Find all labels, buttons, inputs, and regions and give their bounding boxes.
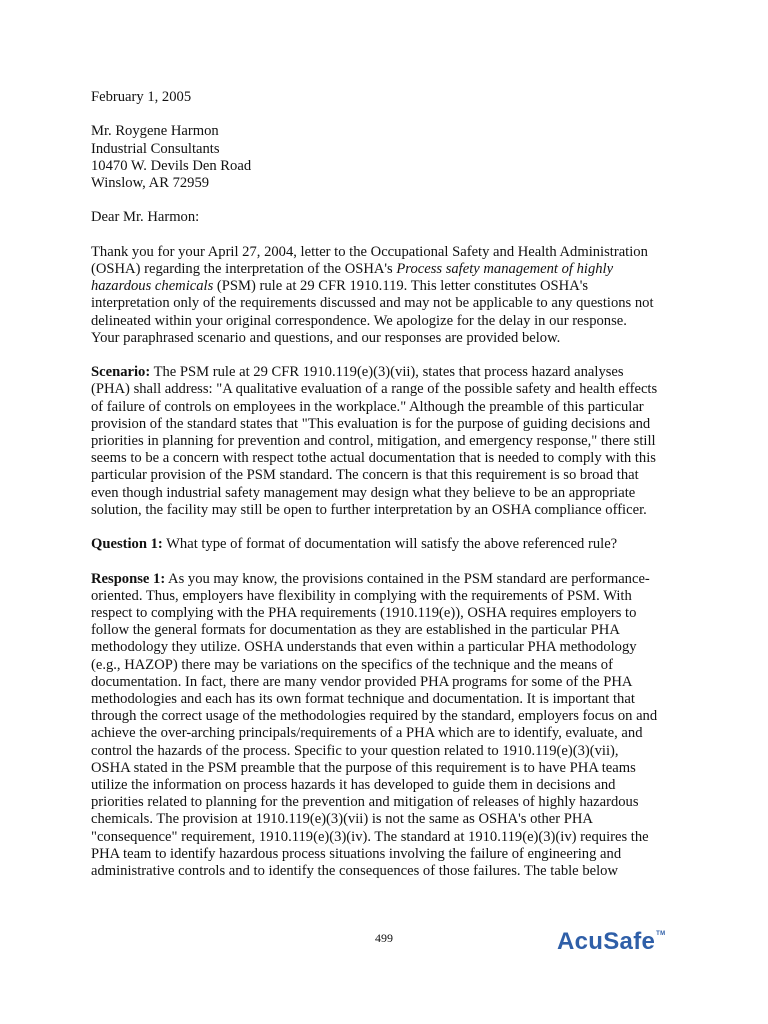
salutation: Dear Mr. Harmon:	[91, 209, 200, 226]
recipient-street: 10470 W. Devils Den Road	[91, 157, 252, 174]
response-line: follow the general formats for documentation as they are established in the particular PHA	[91, 622, 620, 639]
response-line: respect to complying with the PHA requirements (1910.119(e)), OSHA requires employers to	[91, 605, 637, 621]
response-line: utilize the information on process hazards it has developed to guide them in decisions and	[91, 777, 616, 794]
recipient-name: Mr. Roygene Harmon	[91, 123, 219, 140]
response-line: "consequence" requirement, 1910.119(e)(3)(iv). The standard at 1910.119(e)(3)(iv) requires the	[91, 828, 649, 845]
scenario-line: priorities in planning for prevention and control, mitigation, and emergency response," there still	[91, 433, 656, 449]
recipient-city: Winslow, AR 72959	[91, 175, 210, 191]
scenario-paragraph	[91, 364, 681, 519]
scenario-line: (PHA) shall address: "A qualitative evaluation of a range of the possible safety and health effects	[91, 381, 658, 398]
response-line: through the correct usage of the methodologies required by the standard, employers focus on and	[91, 708, 658, 725]
response-line: (e.g., HAZOP) there may be variations on the specifics of the technique and the means of	[91, 656, 613, 673]
intro-line: Your paraphrased scenario and questions, and our responses are provided below.	[91, 329, 561, 346]
intro-line: Thank you for your April 27, 2004, letter to the Occupational Safety and Health Administration	[91, 243, 648, 260]
intro-line	[91, 261, 681, 278]
intro-paragraph	[91, 244, 681, 347]
response-line: administrative controls and to identify the consequences of those failures. The table below	[91, 863, 618, 880]
trademark-mark: TM	[656, 931, 666, 937]
rule-title-italic: Process safety management of highly	[396, 260, 614, 277]
response-line: priorities related to planning for the prevention and mitigation of releases of highly hazardous	[91, 794, 639, 811]
scenario-label: Scenario:	[91, 364, 151, 381]
scenario-line: of failure of controls on employees in the workplace." Although the preamble of this particular	[91, 398, 644, 415]
rule-title-italic: hazardous chemicals	[91, 278, 214, 295]
recipient-address	[91, 123, 681, 192]
response-line: achieve the over-arching principals/requirements of a PHA which are to identify, evaluate, and	[91, 725, 643, 742]
response-line: control the hazards of the process. Specific to your question related to 1910.119(e)(3)(vii),	[91, 742, 619, 759]
acusafe-logo	[557, 928, 665, 956]
response-line: OSHA stated in the PSM preamble that the purpose of this requirement is to have PHA teams	[91, 759, 636, 776]
intro-line: interpretation only of the requirements discussed and may not be applicable to any questions not	[91, 295, 654, 312]
response-line	[91, 571, 681, 588]
response-line: methodology they utilize. OSHA understands that even within a particular PHA methodology	[91, 639, 637, 656]
scenario-line	[91, 364, 681, 381]
scenario-text: The PSM rule at 29 CFR 1910.119(e)(3)(vii), states that process hazard analyses	[150, 364, 624, 381]
intro-line: delineated within your original correspondence. We apologize for the delay in our response.	[91, 312, 627, 329]
question-line	[91, 536, 681, 553]
response-label: Response 1:	[91, 570, 166, 587]
logo-text: AcuSafe	[557, 928, 656, 955]
response-line: PHA team to identify hazardous process situations involving the failure of engineering and	[91, 845, 622, 862]
response-line: methodologies and each has its own format technique and documentation. It is important that	[91, 691, 635, 708]
letter-body	[91, 89, 681, 880]
scenario-line: even though industrial safety management may design what they believe to be an appropriate	[91, 484, 636, 501]
response-line: chemicals. The provision at 1910.119(e)(3)(vii) is not the same as OSHA's other PHA	[91, 811, 593, 828]
page-number: 499	[375, 931, 393, 945]
intro-line	[91, 278, 681, 295]
response-line: oriented. Thus, employers have flexibility in complying with the requirements of PSM. With	[91, 587, 632, 604]
response-1-paragraph	[91, 571, 681, 881]
scenario-line: solution, the facility may still be open to further interpretation by an OSHA compliance officer.	[91, 501, 647, 518]
question-text: What type of format of documentation will satisfy the above referenced rule?	[162, 536, 618, 553]
scenario-line: provision of the standard states that "This evaluation is for the purpose of guiding decisions and	[91, 415, 651, 432]
question-label: Question 1:	[91, 536, 163, 553]
question-1-paragraph	[91, 536, 681, 553]
response-line: documentation. In fact, there are many vendor provided PHA programs for some of the PHA	[91, 673, 633, 690]
intro-text: (PSM) rule at 29 CFR 1910.119. This letter constitutes OSHA's	[213, 278, 589, 295]
recipient-company: Industrial Consultants	[91, 140, 220, 157]
scenario-line: seems to be a concern with respect tothe actual documentation that is needed to comply with this	[91, 450, 656, 467]
intro-text: (OSHA) regarding the interpretation of the OSHA's	[91, 260, 397, 277]
scenario-line: particular provision of the PSM standard. The concern is that this requirement is so broad that	[91, 467, 639, 484]
letter-date: February 1, 2005	[91, 89, 192, 105]
response-text: As you may know, the provisions contained in the PSM standard are performance-	[165, 570, 650, 587]
